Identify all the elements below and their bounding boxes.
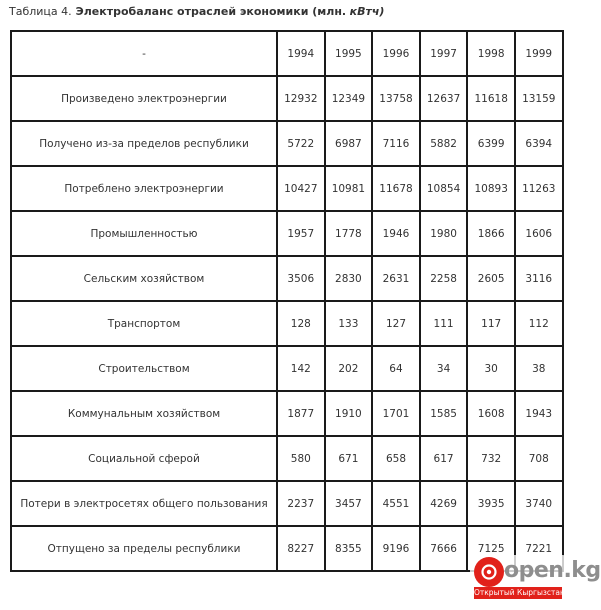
value-cell: 9196 [372, 526, 420, 571]
year-header-cell: 1997 [420, 31, 468, 76]
table-row [11, 391, 563, 436]
value-cell: 1980 [420, 211, 468, 256]
table-row [11, 436, 563, 481]
value-cell: 5722 [277, 121, 325, 166]
watermark-subtitle: Открытый Кыргызстан [474, 588, 565, 597]
value-cell: 12349 [325, 76, 373, 121]
value-cell: 1946 [372, 211, 420, 256]
value-cell: 1866 [467, 211, 515, 256]
value-cell: 117 [467, 301, 515, 346]
value-cell: 3457 [325, 481, 373, 526]
value-cell: 202 [325, 346, 373, 391]
value-cell: 2237 [277, 481, 325, 526]
value-cell: 1957 [277, 211, 325, 256]
value-cell: 142 [277, 346, 325, 391]
table-row [11, 346, 563, 391]
row-label-cell: Отпущено за пределы республики [11, 526, 277, 571]
header-label-cell: - [11, 31, 277, 76]
value-cell: 3935 [467, 481, 515, 526]
value-cell: 580 [277, 436, 325, 481]
value-cell: 6399 [467, 121, 515, 166]
value-cell: 1943 [515, 391, 563, 436]
value-cell: 7666 [420, 526, 468, 571]
value-cell: 671 [325, 436, 373, 481]
value-cell: 133 [325, 301, 373, 346]
value-cell: 11263 [515, 166, 563, 211]
value-cell: 64 [372, 346, 420, 391]
watermark-brand: open.kg [504, 558, 601, 583]
value-cell: 3506 [277, 256, 325, 301]
value-cell: 13159 [515, 76, 563, 121]
value-cell: 128 [277, 301, 325, 346]
caption-unit: кВтч) [349, 5, 385, 18]
table-row [11, 481, 563, 526]
value-cell: 732 [467, 436, 515, 481]
value-cell: 1877 [277, 391, 325, 436]
value-cell: 30 [467, 346, 515, 391]
open-kg-watermark [470, 555, 601, 601]
table-header-row [11, 31, 563, 76]
value-cell: 2605 [467, 256, 515, 301]
value-cell: 5882 [420, 121, 468, 166]
value-cell: 1608 [467, 391, 515, 436]
year-header-cell: 1995 [325, 31, 373, 76]
value-cell: 11678 [372, 166, 420, 211]
value-cell: 1585 [420, 391, 468, 436]
table-body [11, 31, 563, 571]
row-label-cell: Строительством [11, 346, 277, 391]
value-cell: 112 [515, 301, 563, 346]
caption-title: Электробаланс отраслей экономики (млн. [75, 5, 347, 18]
table-row [11, 256, 563, 301]
value-cell: 2631 [372, 256, 420, 301]
row-label-cell: Коммунальным хозяйством [11, 391, 277, 436]
value-cell: 7125 [467, 526, 515, 571]
value-cell: 10854 [420, 166, 468, 211]
year-header-cell: 1999 [515, 31, 563, 76]
row-label-cell: Промышленностью [11, 211, 277, 256]
value-cell: 1606 [515, 211, 563, 256]
value-cell: 1778 [325, 211, 373, 256]
caption-prefix: Таблица 4. [9, 5, 72, 18]
year-header-cell: 1994 [277, 31, 325, 76]
value-cell: 708 [515, 436, 563, 481]
row-label-cell: Потреблено электроэнергии [11, 166, 277, 211]
value-cell: 111 [420, 301, 468, 346]
value-cell: 658 [372, 436, 420, 481]
value-cell: 13758 [372, 76, 420, 121]
value-cell: 1910 [325, 391, 373, 436]
value-cell: 8355 [325, 526, 373, 571]
table-row [11, 211, 563, 256]
table-row [11, 166, 563, 211]
row-label-cell: Потери в электросетях общего пользования [11, 481, 277, 526]
value-cell: 10427 [277, 166, 325, 211]
electricity-balance-table [10, 30, 564, 572]
value-cell: 4269 [420, 481, 468, 526]
value-cell: 11618 [467, 76, 515, 121]
year-header-cell: 1998 [467, 31, 515, 76]
open-kg-logo-icon [474, 557, 504, 587]
value-cell: 2258 [420, 256, 468, 301]
value-cell: 2830 [325, 256, 373, 301]
value-cell: 10893 [467, 166, 515, 211]
table-row [11, 121, 563, 166]
value-cell: 4551 [372, 481, 420, 526]
value-cell: 38 [515, 346, 563, 391]
value-cell: 6987 [325, 121, 373, 166]
table-row [11, 76, 563, 121]
value-cell: 617 [420, 436, 468, 481]
row-label-cell: Произведено электроэнергии [11, 76, 277, 121]
row-label-cell: Получено из-за пределов республики [11, 121, 277, 166]
table-row [11, 301, 563, 346]
row-label-cell: Социальной сферой [11, 436, 277, 481]
value-cell: 7221 [515, 526, 563, 571]
table-caption [9, 5, 384, 19]
year-header-cell: 1996 [372, 31, 420, 76]
value-cell: 8227 [277, 526, 325, 571]
row-label-cell: Транспортом [11, 301, 277, 346]
row-label-cell: Сельским хозяйством [11, 256, 277, 301]
value-cell: 3740 [515, 481, 563, 526]
value-cell: 127 [372, 301, 420, 346]
value-cell: 34 [420, 346, 468, 391]
value-cell: 12637 [420, 76, 468, 121]
value-cell: 6394 [515, 121, 563, 166]
value-cell: 1701 [372, 391, 420, 436]
value-cell: 7116 [372, 121, 420, 166]
value-cell: 10981 [325, 166, 373, 211]
value-cell: 12932 [277, 76, 325, 121]
value-cell: 3116 [515, 256, 563, 301]
